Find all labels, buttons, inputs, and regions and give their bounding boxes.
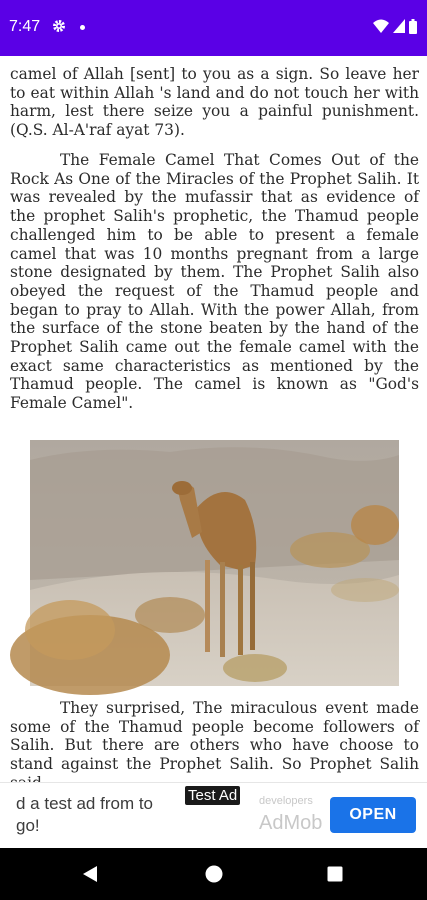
navigation-bar xyxy=(0,848,427,900)
ad-open-button[interactable]: OPEN xyxy=(330,797,416,833)
back-button[interactable] xyxy=(78,862,102,886)
paragraph-text: They surprised, The miraculous event made some of the Thamud people become followers of Salih. But there are others who have choose to stand against the Prophet Salih. So Prophet Salih xyxy=(10,699,419,774)
admob-logo: AdMob xyxy=(259,812,323,834)
ad-developers-text: developers xyxy=(259,795,313,807)
status-time: 7:47 xyxy=(9,18,41,35)
article-content[interactable] xyxy=(0,56,427,782)
battery-icon xyxy=(409,19,417,34)
notification-dot-icon xyxy=(80,25,85,30)
home-circle-icon xyxy=(205,865,223,883)
paragraph-text: The Female Camel That Comes Out of the Rock As One of the Miracles of the Prophet Salih. It was revealed by the mufassir that as evidence of the prophet Salih's prophetic, the Thamud people challenged him to be able to present a female camel that was 10 months pregnant from a large stone designated by them. The Prophet Salih also obeyed the request of the Thamud people and began to pray to Allah. With the power Allah, from the surface of the stone beaten by the hand of the Prophet Salih came out the female camel with the exact same characteristics as mentioned by the Thamud people. The camel is known as "God's Female Camel". xyxy=(10,151,419,413)
back-triangle-icon xyxy=(82,865,98,883)
article-paragraph xyxy=(10,151,419,413)
test-ad-label: Test Ad xyxy=(185,786,240,805)
gear-icon xyxy=(52,19,66,33)
recent-square-icon xyxy=(327,866,343,882)
ad-banner[interactable] xyxy=(0,782,427,848)
signal-icon xyxy=(393,19,405,33)
article-paragraph: camel of Allah [sent] to you as a sign. So leave her to eat within Allah 's land and do not touch her with harm, lest there seize you a painful punishment. (Q.S. Al-A'raf ayat 73). xyxy=(10,65,419,140)
camel-photo xyxy=(30,440,399,686)
recent-apps-button[interactable] xyxy=(323,862,347,886)
home-button[interactable] xyxy=(202,862,226,886)
wifi-icon xyxy=(373,19,389,33)
ad-text[interactable]: d a test ad from to go! xyxy=(16,794,154,835)
status-bar xyxy=(0,0,427,56)
article-paragraph xyxy=(10,699,419,793)
status-icons xyxy=(373,18,417,34)
